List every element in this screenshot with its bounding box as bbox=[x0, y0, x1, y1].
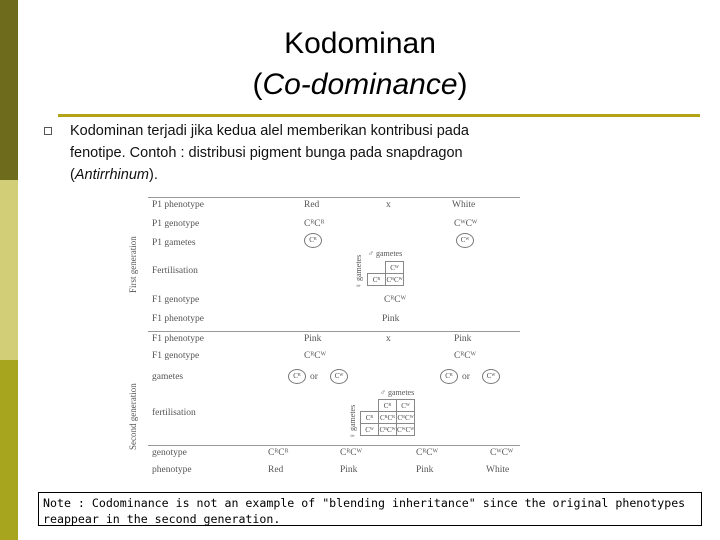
bar-segment-light bbox=[0, 180, 18, 360]
female-gametes-label: ♀ gametes bbox=[354, 254, 363, 289]
male-gametes-label: ♂ gametes bbox=[380, 388, 415, 397]
f2-genotype: CᴿCᴿ bbox=[268, 448, 289, 458]
row-label: F1 genotype bbox=[152, 351, 200, 361]
row-label: phenotype bbox=[152, 465, 192, 475]
note-line-1: Note : Codominance is not an example of "blending inheritance" since the original phenotypes bbox=[43, 496, 686, 510]
punnett-cell: CᴿCᵂ bbox=[379, 425, 396, 434]
p1-white-phenotype: White bbox=[452, 200, 476, 210]
or-label: or bbox=[462, 372, 470, 382]
square-bullet-icon bbox=[44, 127, 52, 135]
first-generation-label: First generation bbox=[128, 236, 138, 293]
female-gametes-label: ♀ gametes bbox=[348, 404, 357, 439]
gamete-white: Cᵂ bbox=[482, 369, 500, 384]
row-label: F1 phenotype bbox=[152, 334, 204, 344]
gamete-red: Cᴿ bbox=[288, 369, 306, 384]
row-label: P1 gametes bbox=[152, 238, 196, 248]
p1-red-phenotype: Red bbox=[304, 200, 320, 210]
f2-genotype: CᴿCᵂ bbox=[340, 448, 362, 458]
bullet-line-2: fenotipe. Contoh : distribusi pigment bunga pada snapdragon bbox=[70, 145, 463, 161]
f1-right-genotype: CᴿCᵂ bbox=[454, 351, 476, 361]
punnett-square-f1 bbox=[367, 261, 404, 286]
figure-top-line bbox=[148, 197, 520, 198]
punnett-header: Cᴿ bbox=[361, 412, 379, 424]
f1-genotype: CᴿCᵂ bbox=[384, 295, 406, 305]
gamete-white: Cᵂ bbox=[330, 369, 348, 384]
f2-phenotype: Pink bbox=[416, 465, 434, 475]
row-label: gametes bbox=[152, 372, 184, 382]
bullet-text bbox=[70, 120, 670, 186]
second-generation-label: Second generation bbox=[128, 383, 138, 450]
f1-left-phenotype: Pink bbox=[304, 334, 322, 344]
male-gametes-label: ♂ gametes bbox=[368, 249, 403, 258]
punnett-cell: CᴿCᵂ bbox=[397, 413, 414, 422]
slide-title-line2: (Co-dominance) bbox=[252, 68, 468, 101]
gamete-white: Cᵂ bbox=[456, 233, 474, 248]
snapdragon-cross-figure bbox=[124, 195, 521, 478]
f1-right-phenotype: Pink bbox=[454, 334, 472, 344]
gamete-red: Cᴿ bbox=[440, 369, 458, 384]
row-label: F1 phenotype bbox=[152, 314, 204, 324]
gamete-red: Cᴿ bbox=[304, 233, 322, 248]
left-accent-bar bbox=[0, 0, 18, 540]
f2-phenotype: White bbox=[486, 465, 510, 475]
f2-genotype: CᴿCᵂ bbox=[416, 448, 438, 458]
cross-symbol: x bbox=[386, 334, 391, 344]
punnett-header: Cᵂ bbox=[361, 424, 379, 436]
f2-phenotype: Red bbox=[268, 465, 284, 475]
row-label: Fertilisation bbox=[152, 266, 198, 276]
species-name: Antirrhinum bbox=[74, 167, 149, 183]
punnett-cell: CᴿCᵂ bbox=[386, 275, 403, 284]
cross-symbol: x bbox=[386, 200, 391, 210]
bar-segment-dark bbox=[0, 0, 18, 180]
bullet-line-3: (Antirrhinum). bbox=[70, 167, 158, 183]
p1-red-genotype: CᴿCᴿ bbox=[304, 219, 325, 229]
punnett-header: Cᴿ bbox=[379, 400, 397, 412]
note-box bbox=[38, 492, 702, 526]
title-italic: Co-dominance bbox=[262, 68, 458, 101]
punnett-header: Cᴿ bbox=[368, 274, 386, 286]
generation-divider bbox=[148, 331, 520, 332]
f2-genotype: CᵂCᵂ bbox=[490, 448, 514, 458]
figure-lower-line bbox=[148, 445, 520, 446]
row-label: genotype bbox=[152, 448, 187, 458]
slide-title-line1: Kodominan bbox=[284, 27, 436, 60]
row-label: P1 phenotype bbox=[152, 200, 204, 210]
note-line-2: reappear in the second generation. bbox=[43, 512, 281, 526]
f2-phenotype: Pink bbox=[340, 465, 358, 475]
punnett-square-f2 bbox=[360, 399, 415, 436]
row-label: F1 genotype bbox=[152, 295, 200, 305]
row-label: P1 genotype bbox=[152, 219, 200, 229]
f1-phenotype: Pink bbox=[382, 314, 400, 324]
punnett-header: Cᵂ bbox=[397, 400, 415, 412]
punnett-cell: CᴿCᴿ bbox=[379, 413, 396, 422]
bullet-line-1: Kodominan terjadi jika kedua alel memberikan kontribusi pada bbox=[70, 123, 469, 139]
bar-segment-bottom bbox=[0, 360, 18, 540]
punnett-cell: CᵂCᵂ bbox=[397, 425, 415, 434]
p1-white-genotype: CᵂCᵂ bbox=[454, 219, 478, 229]
punnett-header: Cᵂ bbox=[386, 262, 404, 274]
or-label: or bbox=[310, 372, 318, 382]
f1-left-genotype: CᴿCᵂ bbox=[304, 351, 326, 361]
title-underline bbox=[58, 114, 700, 117]
row-label: fertilisation bbox=[152, 408, 196, 418]
